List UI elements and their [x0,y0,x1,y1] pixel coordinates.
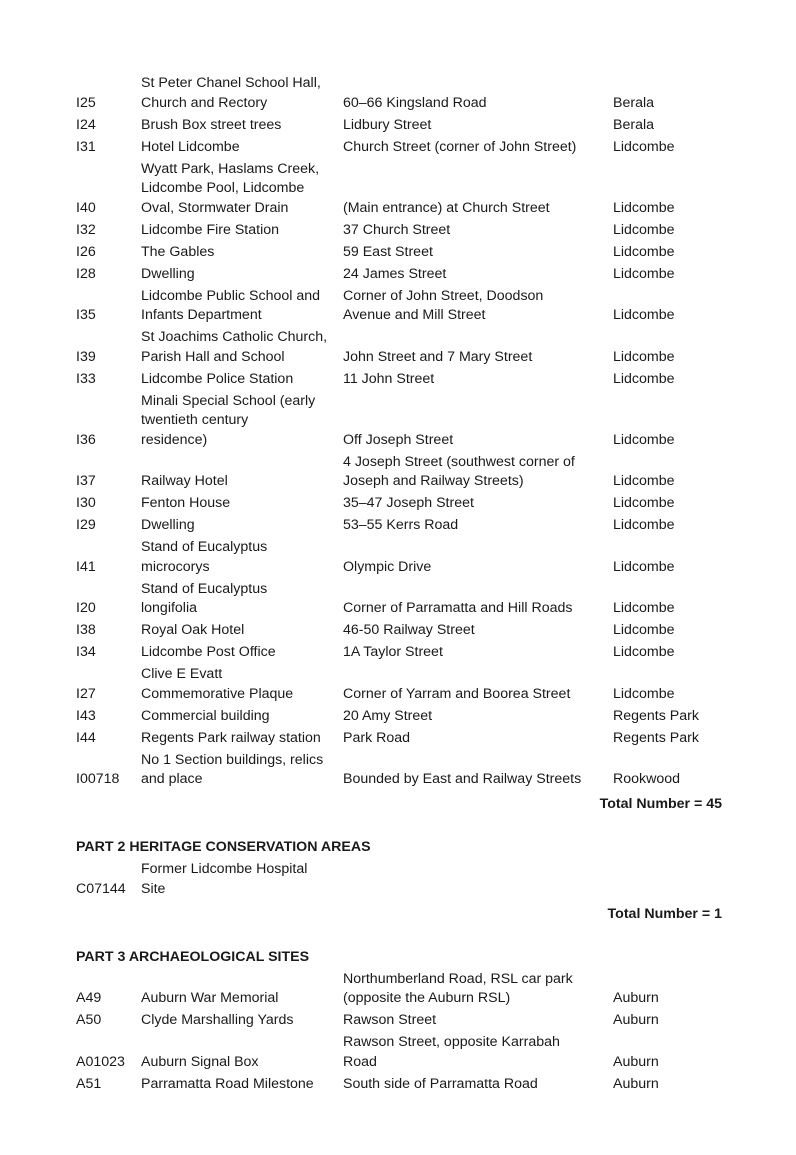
item-id-cell: I32 [76,221,96,238]
item-id-cell: I00718 [76,771,120,787]
heritage-items-table [76,74,726,792]
item-address-cell: (Main entrance) at Church Street [343,199,550,216]
item-name-cell: Railway Hotel [141,473,228,489]
item-id-cell: I30 [76,495,96,511]
table-row [76,287,726,329]
item-address-cell: 11 John Street [343,370,435,387]
item-suburb-cell: Berala [613,94,655,111]
item-suburb-cell: Lidcombe [613,517,675,533]
item-id-cell: I28 [76,265,96,282]
table-row [76,221,726,243]
item-suburb-cell: Lidcombe [613,558,675,575]
item-address-cell: Rawson Street [343,1012,437,1028]
item-suburb-cell: Regents Park [613,707,699,724]
table-row [76,643,726,665]
item-address-cell: Olympic Drive [343,558,432,575]
table-row [76,621,726,643]
item-name-cell: Commercial building [141,707,270,724]
item-address-cell: Corner of Yarram and Boorea Street [343,685,571,702]
item-id-cell: I20 [76,600,96,616]
table-row [76,1075,726,1097]
item-address-cell: Off Joseph Street [343,431,454,448]
document-page [76,74,726,1097]
item-name-cell: Fenton House [141,495,231,511]
table-row [76,707,726,729]
item-suburb-cell: Lidcombe [613,431,675,448]
table-row [76,970,726,1012]
item-address-cell: John Street and 7 Mary Street [343,348,533,365]
item-suburb-cell: Lidcombe [613,243,675,260]
item-name-cell: Regents Park railway station [141,729,321,746]
item-name-cell: Lidcombe Fire Station [141,221,280,238]
item-address-cell: Rawson Street, opposite Karrabah Road [343,1034,560,1070]
table-row [76,138,726,160]
item-address-cell: 37 Church Street [343,221,451,238]
item-address-cell: 53–55 Kerrs Road [343,517,459,533]
item-name-cell: Dwelling [141,265,195,282]
part3-heading: PART 3 ARCHAEOLOGICAL SITES [76,948,310,965]
item-id-cell: I41 [76,558,96,575]
item-suburb-cell: Auburn [613,1012,659,1028]
item-name-cell: Auburn War Memorial [141,990,279,1006]
item-name-cell: Lidcombe Post Office [141,644,276,660]
item-name-cell: Brush Box street trees [141,116,282,133]
table-row [76,1033,726,1075]
item-address-cell: 60–66 Kingsland Road [343,94,487,111]
item-id-cell: I26 [76,243,96,260]
item-suburb-cell: Lidcombe [613,600,675,616]
item-id-cell: A01023 [76,1053,125,1070]
archaeological-sites-body [76,970,726,1097]
item-suburb-cell: Lidcombe [613,370,675,387]
item-address-cell: Northumberland Road, RSL car park (opposite the Auburn RSL) [343,970,573,1006]
item-id-cell: I35 [76,307,96,323]
item-suburb-cell [613,860,726,902]
item-suburb-cell: Lidcombe [613,622,675,638]
item-id-cell: I44 [76,729,96,746]
item-suburb-cell: Berala [613,116,655,133]
item-address-cell: Park Road [343,729,411,746]
item-address-cell: 20 Amy Street [343,707,433,724]
item-id-cell: A49 [76,990,102,1006]
table-row [76,116,726,138]
item-address-cell: Church Street (corner of John Street) [343,138,577,155]
item-suburb-cell: Lidcombe [613,473,675,489]
item-suburb-cell: Lidcombe [613,685,675,702]
table-row [76,729,726,751]
item-address-cell: Corner of John Street, Doodson Avenue and Mill Street [343,287,544,323]
item-id-cell: I24 [76,116,96,133]
table-row [76,1011,726,1033]
table-row [76,580,726,622]
item-name-cell: Auburn Signal Box [141,1053,259,1070]
table-row [76,370,726,392]
item-suburb-cell: Lidcombe [613,307,675,323]
conservation-areas-table [76,860,726,902]
item-address-cell: 1A Taylor Street [343,644,443,660]
heritage-items-body [76,74,726,792]
item-suburb-cell: Lidcombe [613,199,675,216]
item-name-cell: Lidcombe Public School and Infants Department [141,287,321,323]
table-row [76,860,726,902]
item-name-cell: The Gables [141,243,215,260]
item-name-cell: Stand of Eucalyptus longifolia [141,580,268,616]
item-name-cell: Parramatta Road Milestone [141,1075,314,1092]
part1-total: Total Number = 45 [599,796,722,812]
item-suburb-cell: Auburn [613,1053,659,1070]
item-id-cell: I37 [76,473,96,489]
table-row [76,516,726,538]
item-id-cell: I38 [76,622,96,638]
table-row [76,453,726,495]
conservation-areas-body [76,860,726,902]
item-name-cell: Former Lidcombe Hospital Site [141,861,308,897]
table-row [76,494,726,516]
item-suburb-cell: Lidcombe [613,138,675,155]
item-id-cell: I31 [76,138,96,155]
item-id-cell: I36 [76,431,96,448]
item-name-cell: Dwelling [141,517,195,533]
item-suburb-cell: Lidcombe [613,348,675,365]
table-row [76,243,726,265]
item-name-cell: No 1 Section buildings, relics and place [141,751,324,787]
item-id-cell: I29 [76,517,96,533]
item-id-cell: I25 [76,94,96,111]
item-address-cell: South side of Parramatta Road [343,1075,538,1092]
item-address-cell: Corner of Parramatta and Hill Roads [343,600,573,616]
table-row [76,160,726,221]
part2-total: Total Number = 1 [607,905,722,922]
table-row [76,665,726,707]
item-id-cell: I27 [76,685,96,702]
item-name-cell: Wyatt Park, Haslams Creek, Lidcombe Pool, Lidcombe Oval, Stormwater Drain [141,160,320,216]
item-id-cell: A51 [76,1075,102,1092]
item-address-cell: 4 Joseph Street (southwest corner of Joseph and Railway Streets) [343,453,575,489]
table-row [76,392,726,453]
table-row [76,328,726,370]
item-suburb-cell: Auburn [613,1075,659,1092]
item-address-cell [343,860,613,902]
item-name-cell: Lidcombe Police Station [141,370,294,387]
item-name-cell: Stand of Eucalyptus microcorys [141,539,268,575]
archaeological-sites-table [76,970,726,1097]
item-name-cell: Minali Special School (early twentieth century residence) [141,392,316,448]
item-suburb-cell: Lidcombe [613,221,675,238]
item-address-cell: 35–47 Joseph Street [343,495,474,511]
item-suburb-cell: Regents Park [613,729,699,746]
item-suburb-cell: Lidcombe [613,495,675,511]
item-name-cell: Clyde Marshalling Yards [141,1012,294,1028]
item-id-cell: I40 [76,199,96,216]
item-address-cell: 46-50 Railway Street [343,622,475,638]
item-address-cell: 24 James Street [343,265,447,282]
table-row [76,265,726,287]
item-name-cell: Royal Oak Hotel [141,622,245,638]
item-id-cell: I33 [76,370,96,387]
item-name-cell: St Joachims Catholic Church, Parish Hall and School [141,329,328,365]
table-row [76,74,726,116]
item-name-cell: Clive E Evatt Commemorative Plaque [141,666,294,702]
item-address-cell: 59 East Street [343,243,433,260]
item-name-cell: St Peter Chanel School Hall, Church and Rectory [141,75,321,111]
item-id-cell: C07144 [76,880,126,897]
table-row [76,538,726,580]
item-suburb-cell: Rookwood [613,771,681,787]
table-row [76,751,726,793]
item-suburb-cell: Auburn [613,990,659,1006]
item-address-cell: Lidbury Street [343,116,432,133]
item-id-cell: I34 [76,644,96,660]
item-id-cell: I43 [76,707,96,724]
item-id-cell: I39 [76,348,96,365]
part2-heading: PART 2 HERITAGE CONSERVATION AREAS [76,839,371,855]
item-suburb-cell: Lidcombe [613,644,675,660]
item-name-cell: Hotel Lidcombe [141,138,240,155]
item-address-cell: Bounded by East and Railway Streets [343,771,582,787]
item-id-cell: A50 [76,1012,102,1028]
item-suburb-cell: Lidcombe [613,265,675,282]
